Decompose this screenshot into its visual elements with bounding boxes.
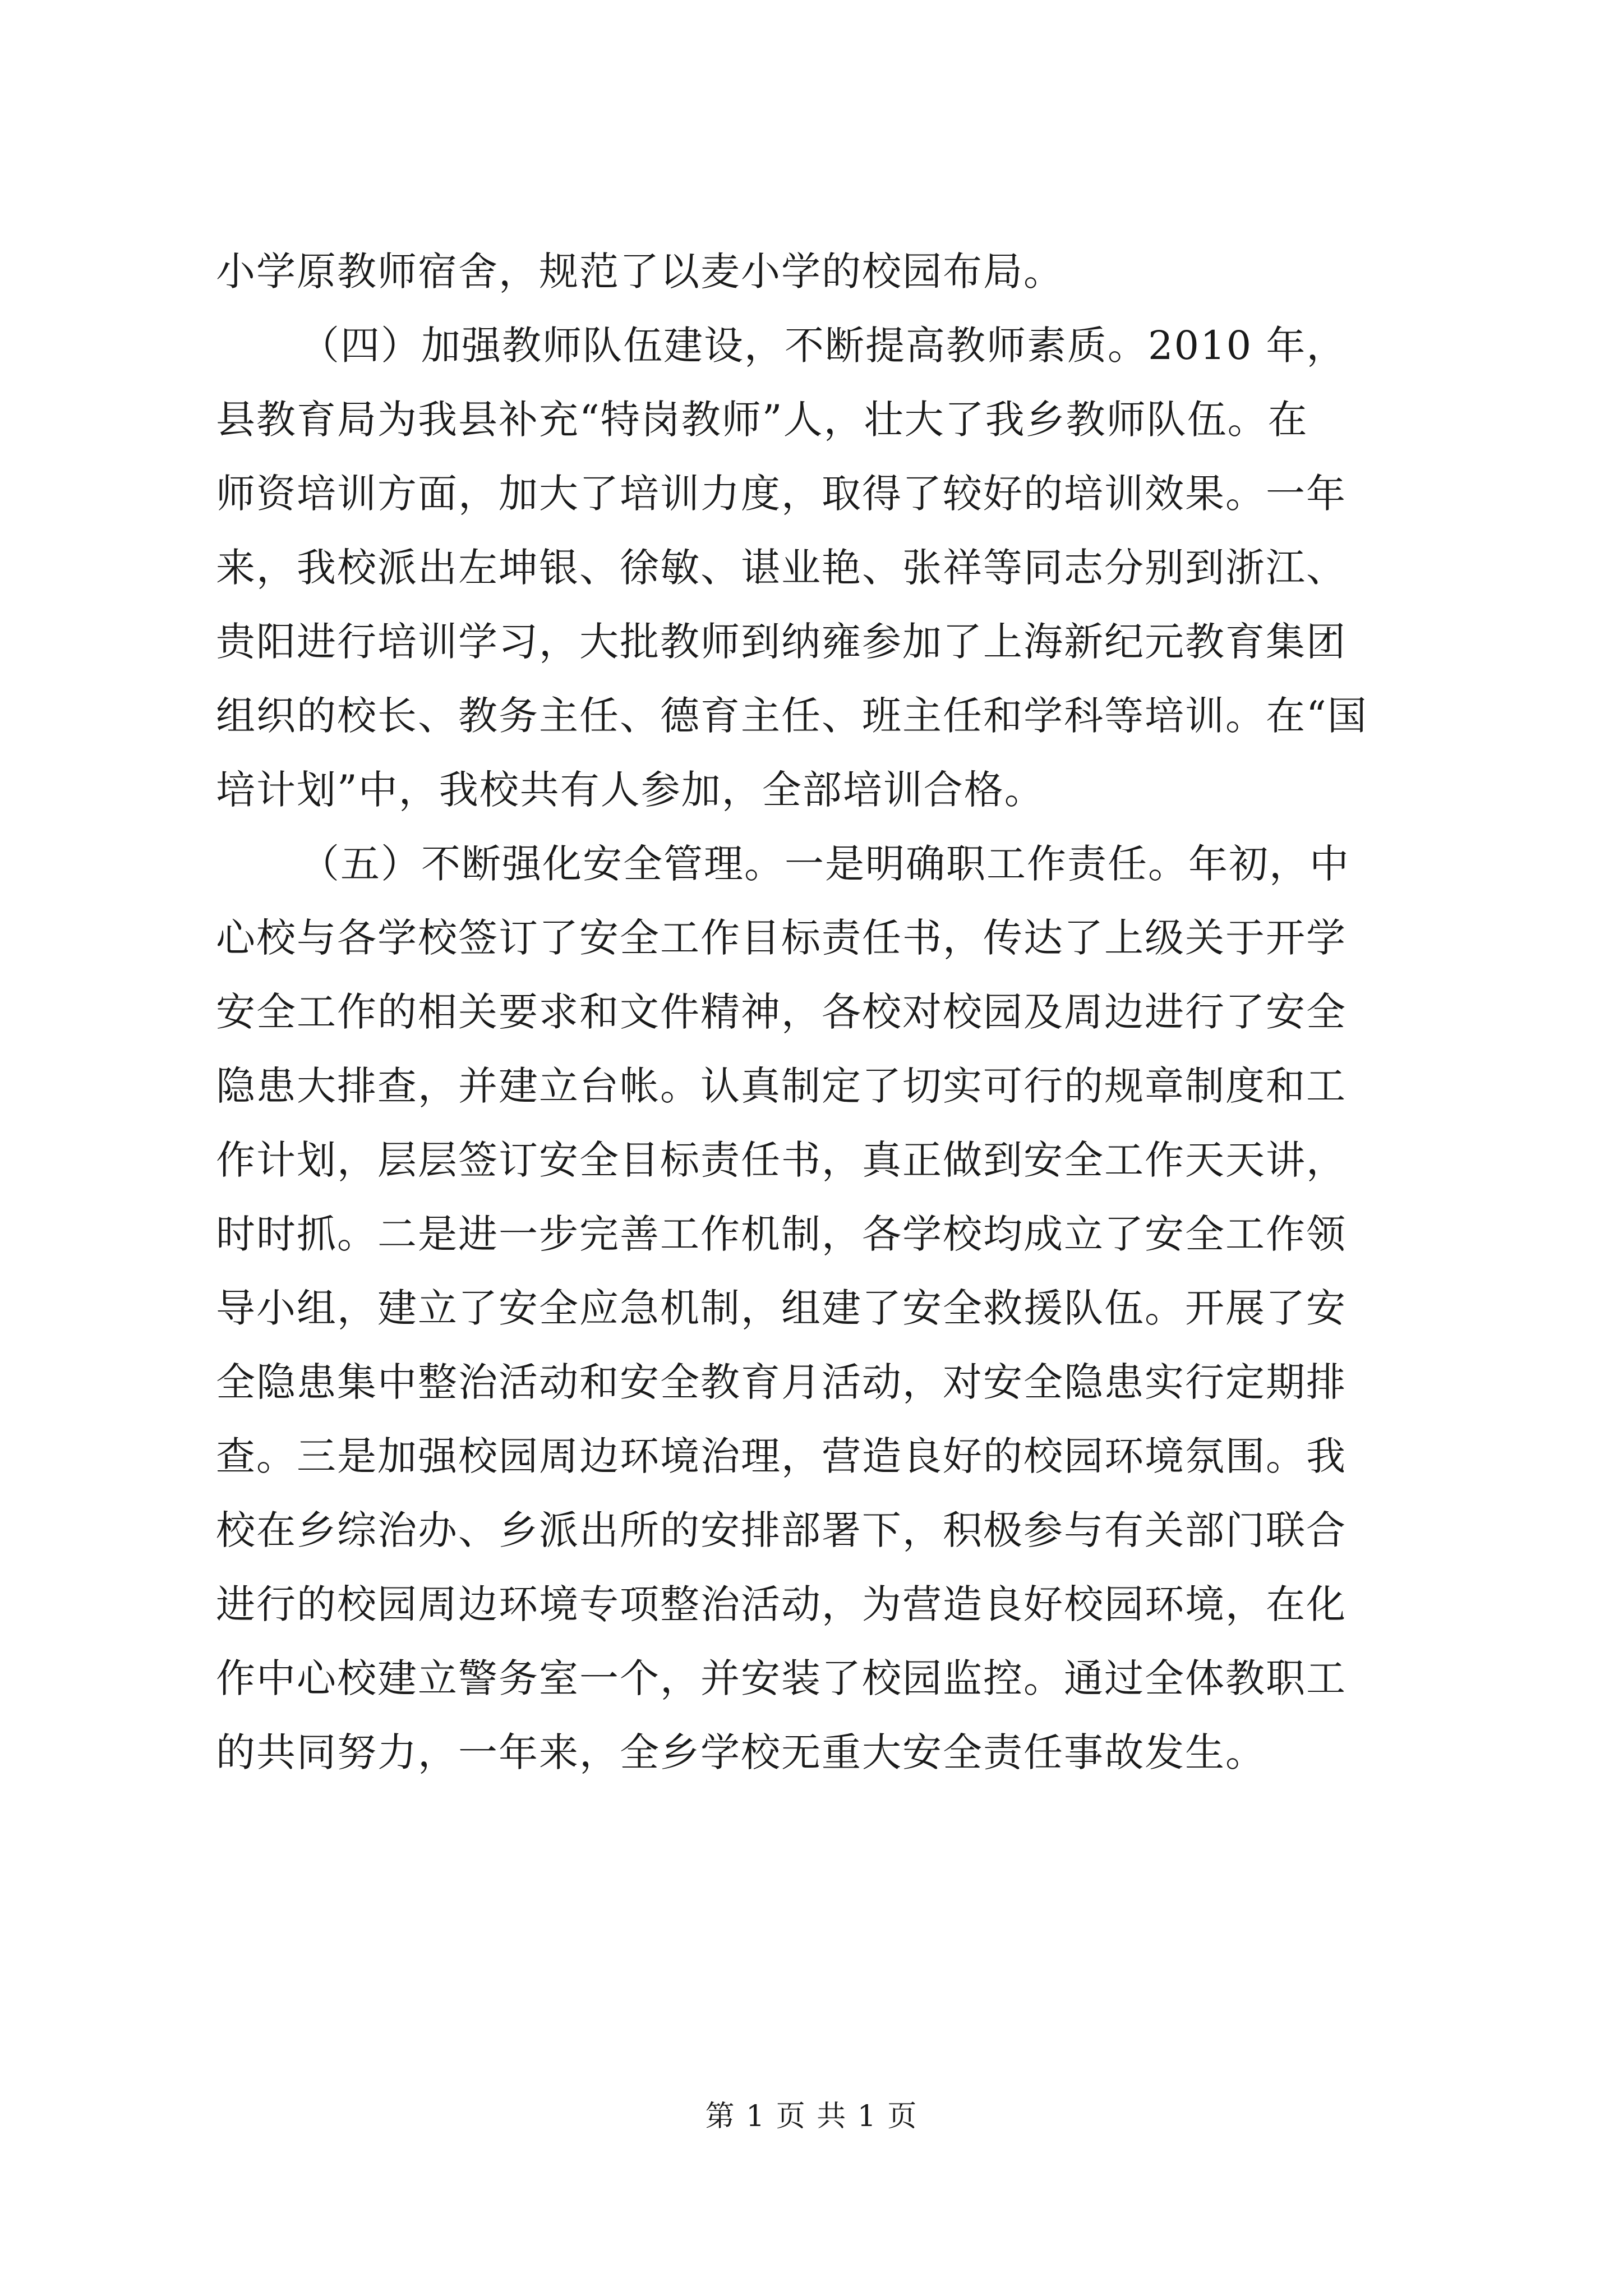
paragraph-heading-line: （五）不断强化安全管理。一是明确职工作责任。年初，中 bbox=[300, 841, 1350, 887]
text-line: 作中心校建立警务室一个，并安装了校园监控。通过全体教职工 bbox=[216, 1655, 1347, 1701]
text-line: 校在乡综治办、乡派出所的安排部署下，积极参与有关部门联合 bbox=[216, 1507, 1347, 1553]
text-line: 来，我校派出左坤银、徐敏、谌业艳、张祥等同志分别到浙江、 bbox=[216, 545, 1347, 591]
page-number-footer: 第 1 页 共 1 页 bbox=[705, 2100, 918, 2133]
text-line: 师资培训方面，加大了培训力度，取得了较好的培训效果。一年 bbox=[216, 471, 1347, 517]
text-line: 导小组，建立了安全应急机制，组建了安全救援队伍。开展了安 bbox=[216, 1285, 1347, 1331]
text-line: 隐患大排查，并建立台帐。认真制定了切实可行的规章制度和工 bbox=[216, 1063, 1347, 1109]
text-line: 作计划，层层签订安全目标责任书，真正做到安全工作天天讲， bbox=[216, 1137, 1347, 1183]
text-line: 心校与各学校签订了安全工作目标责任书，传达了上级关于开学 bbox=[216, 915, 1347, 961]
text-line: 培计划”中，我校共有人参加，全部培训合格。 bbox=[216, 767, 1045, 813]
text-line: 小学原教师宿舍，规范了以麦小学的校园布局。 bbox=[216, 249, 1064, 295]
text-line: 贵阳进行培训学习，大批教师到纳雍参加了上海新纪元教育集团 bbox=[216, 619, 1347, 665]
text-line: 县教育局为我县补充“特岗教师”人，壮大了我乡教师队伍。在 bbox=[216, 397, 1308, 443]
paragraph-heading-line: （四）加强教师队伍建设，不断提高教师素质。2010 年， bbox=[300, 323, 1347, 369]
text-line: 组织的校长、教务主任、德育主任、班主任和学科等培训。在“国 bbox=[216, 693, 1368, 739]
text-line: 查。三是加强校园周边环境治理，营造良好的校园环境氛围。我 bbox=[216, 1433, 1347, 1479]
text-line: 进行的校园周边环境专项整治活动，为营造良好校园环境，在化 bbox=[216, 1581, 1347, 1627]
text-line: 时时抓。二是进一步完善工作机制，各学校均成立了安全工作领 bbox=[216, 1211, 1347, 1257]
text-line: 的共同努力，一年来，全乡学校无重大安全责任事故发生。 bbox=[216, 1729, 1266, 1775]
document-body bbox=[216, 234, 1450, 1789]
text-line: 全隐患集中整治活动和安全教育月活动，对安全隐患实行定期排 bbox=[216, 1359, 1347, 1405]
text-line: 安全工作的相关要求和文件精神，各校对校园及周边进行了安全 bbox=[216, 989, 1347, 1035]
